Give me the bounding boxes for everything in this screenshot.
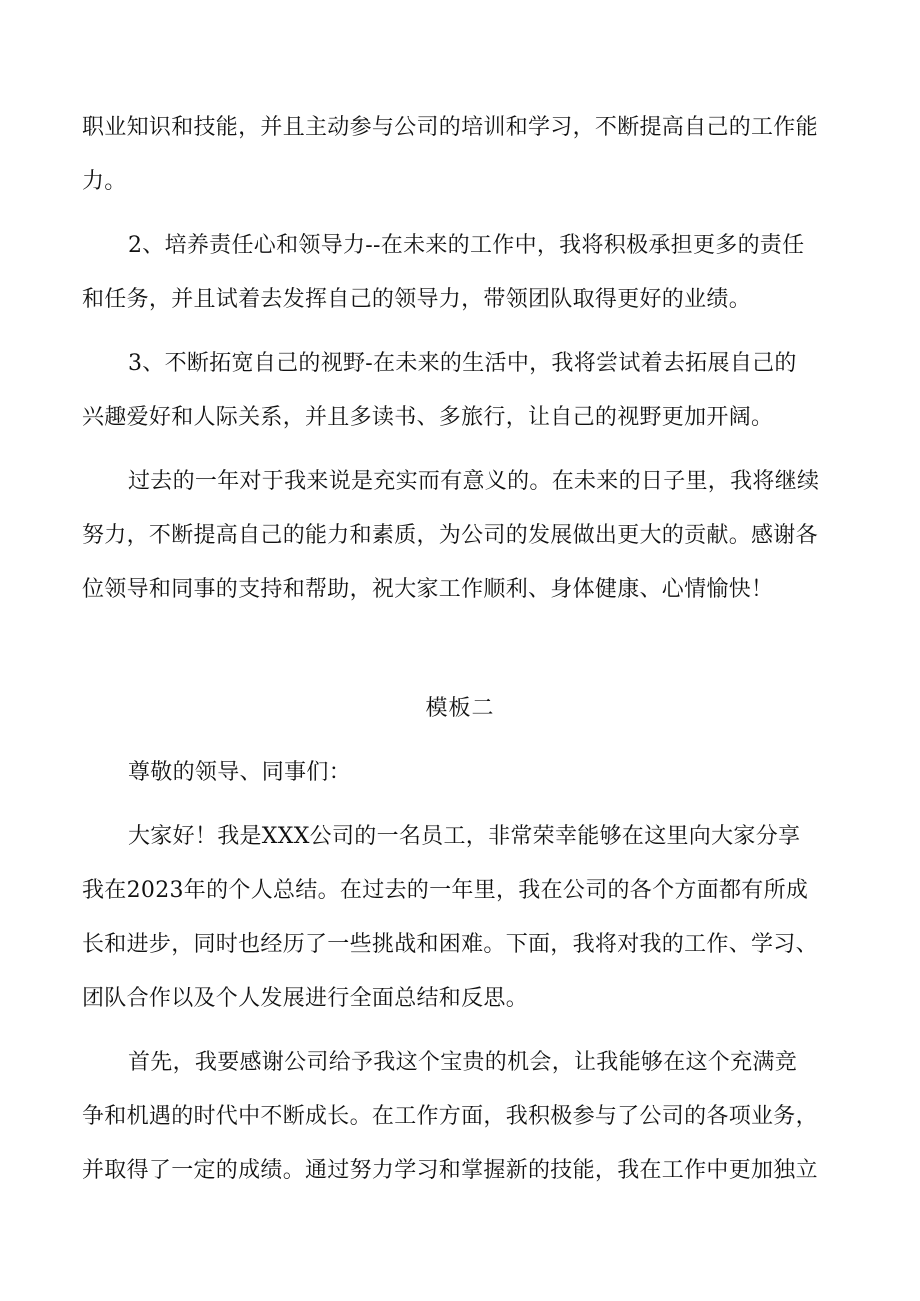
paragraph-line: 努力，不断提高自己的能力和素质，为公司的发展做出更大的贡献。感谢各 <box>82 523 818 548</box>
paragraph-line: 长和进步，同时也经历了一些挑战和困难。下面，我将对我的工作、学习、 <box>82 932 818 957</box>
paragraph-line: 首先，我要感谢公司给予我这个宝贵的机会，让我能够在这个充满竞 <box>128 1050 798 1075</box>
paragraph-line: 位领导和同事的支持和帮助，祝大家工作顺利、身体健康、心情愉快！ <box>82 577 774 602</box>
salutation-line: 尊敬的领导、同事们： <box>128 760 352 785</box>
paragraph-line: 团队合作以及个人发展进行全面总结和反思。 <box>82 986 529 1011</box>
list-item-line: 2、培养责任心和领导力--在未来的工作中，我将积极承担更多的责任 <box>128 233 805 258</box>
paragraph-line: 过去的一年对于我来说是充实而有意义的。在未来的日子里，我将继续 <box>128 469 820 494</box>
section-heading: 模板二 <box>425 696 495 721</box>
paragraph-line: 力。 <box>82 169 127 194</box>
paragraph-line: 我在2023年的个人总结。在过去的一年里，我在公司的各个方面都有所成 <box>82 878 809 903</box>
list-item-line: 3、不断拓宽自己的视野-在未来的生活中，我将尝试着去拓展自己的 <box>128 351 797 376</box>
paragraph-line: 大家好！我是XXX公司的一名员工，非常荣幸能够在这里向大家分享 <box>128 824 801 849</box>
paragraph-line: 职业知识和技能，并且主动参与公司的培训和学习，不断提高自己的工作能 <box>82 115 818 140</box>
paragraph-line: 并取得了一定的成绩。通过努力学习和掌握新的技能，我在工作中更加独立 <box>82 1158 818 1183</box>
list-item-line: 和任务，并且试着去发挥自己的领导力，带领团队取得更好的业绩。 <box>82 287 752 312</box>
list-item-line: 兴趣爱好和人际关系，并且多读书、多旅行，让自己的视野更加开阔。 <box>82 405 774 430</box>
paragraph-line: 争和机遇的时代中不断成长。在工作方面，我积极参与了公司的各项业务， <box>82 1104 818 1129</box>
